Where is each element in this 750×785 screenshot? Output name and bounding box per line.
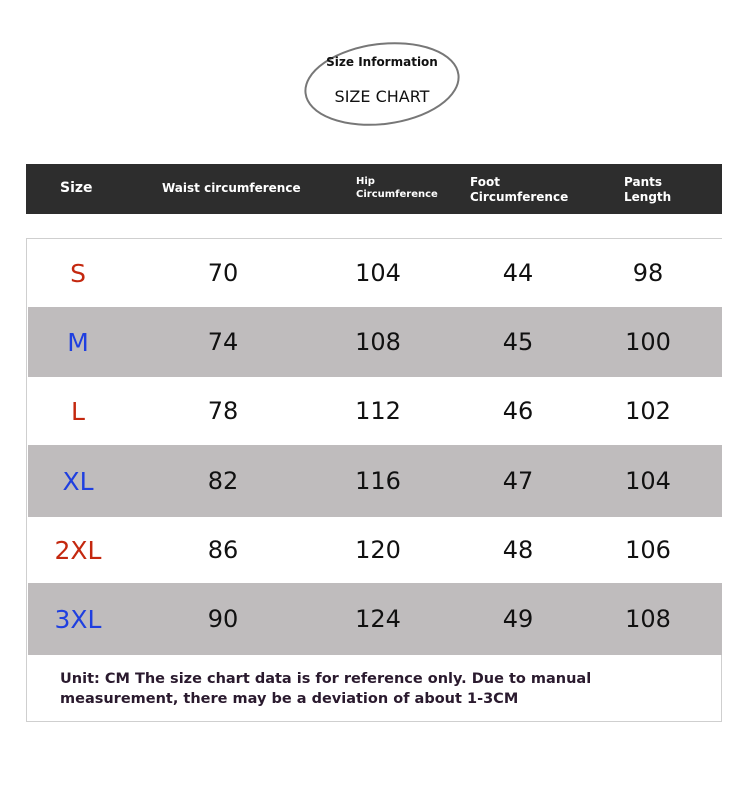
hip-cell: 104 xyxy=(355,259,401,287)
header-foot-line1: Foot xyxy=(470,175,500,189)
title-small: Size Information xyxy=(326,55,438,69)
hip-cell: 116 xyxy=(355,467,401,495)
size-cell: S xyxy=(70,258,86,288)
header-pants-line1: Pants xyxy=(624,175,662,189)
foot-cell: 48 xyxy=(502,536,534,564)
header-foot-line2: Circumference xyxy=(470,190,569,204)
hip-cell: 112 xyxy=(355,397,401,425)
header-waist: Waist circumference xyxy=(162,181,301,195)
table-row-xl xyxy=(28,445,722,517)
table-row-2xl xyxy=(28,517,722,583)
table-header xyxy=(26,164,722,214)
pants-cell: 100 xyxy=(625,328,671,356)
size-cell: XL xyxy=(62,466,94,496)
header-size: Size xyxy=(60,180,93,196)
unit-note-line1: Unit: CM The size chart data is for reference only. Due to manual xyxy=(60,671,592,687)
hip-cell: 108 xyxy=(355,328,401,356)
table-row-l xyxy=(28,377,722,445)
title-ellipse xyxy=(302,40,462,128)
size-table xyxy=(26,238,722,722)
pants-cell: 98 xyxy=(632,259,664,287)
header-hip xyxy=(356,176,438,201)
pants-cell: 108 xyxy=(625,605,671,633)
size-cell: 2XL xyxy=(54,535,102,565)
pants-cell: 102 xyxy=(625,397,671,425)
foot-cell: 46 xyxy=(502,397,534,425)
size-cell: 3XL xyxy=(54,604,102,634)
pants-cell: 104 xyxy=(625,467,671,495)
table-row-m xyxy=(28,307,722,377)
title-big: SIZE CHART xyxy=(334,87,430,106)
waist-cell: 74 xyxy=(207,328,239,356)
unit-note-line2: measurement, there may be a deviation of about 1-3CM xyxy=(60,691,519,707)
header-hip-line2: Circumference xyxy=(356,188,438,200)
foot-cell: 47 xyxy=(502,467,534,495)
hip-cell: 120 xyxy=(355,536,401,564)
table-row-3xl xyxy=(28,583,722,655)
waist-cell: 70 xyxy=(207,259,239,287)
table-row-s xyxy=(28,239,722,307)
header-pants xyxy=(624,175,671,205)
header-pants-line2: Length xyxy=(624,190,672,204)
unit-note xyxy=(60,669,660,709)
waist-cell: 90 xyxy=(207,605,239,633)
pants-cell: 106 xyxy=(625,536,671,564)
foot-cell: 49 xyxy=(502,605,534,633)
foot-cell: 44 xyxy=(502,259,534,287)
foot-cell: 45 xyxy=(502,328,534,356)
waist-cell: 86 xyxy=(207,536,239,564)
waist-cell: 78 xyxy=(207,397,239,425)
title-badge xyxy=(302,40,462,128)
header-foot xyxy=(470,175,568,205)
waist-cell: 82 xyxy=(207,467,239,495)
hip-cell: 124 xyxy=(355,605,401,633)
size-cell: M xyxy=(67,327,89,357)
size-cell: L xyxy=(71,396,85,426)
header-hip-line1: Hip xyxy=(356,176,375,187)
